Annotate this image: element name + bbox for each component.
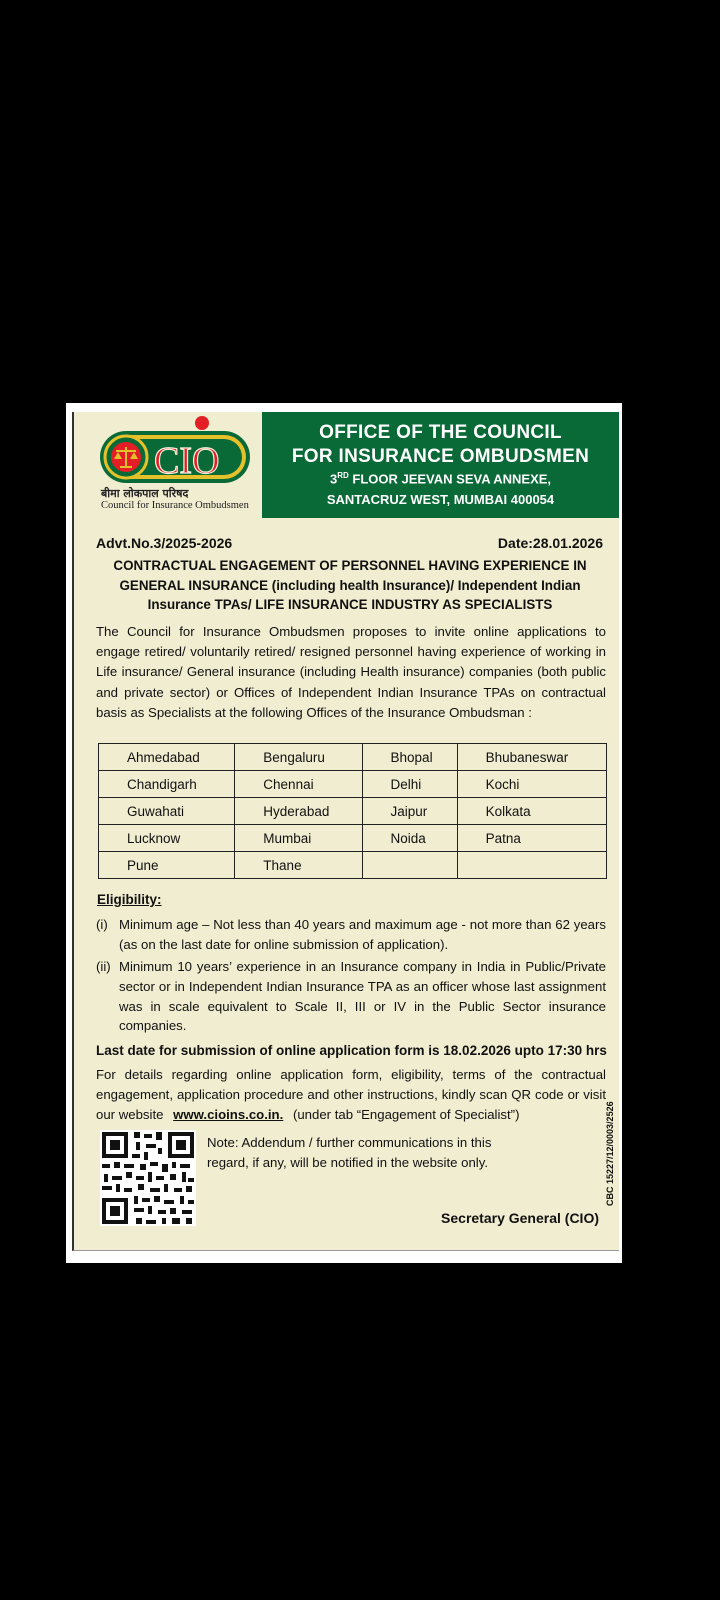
office-cell: Bengaluru	[235, 744, 362, 771]
details-suffix: (under tab “Engagement of Specialist”)	[292, 1106, 520, 1122]
details-text: For details regarding online application form, eligibility, terms of the contractual engagement, application procedure and other instructions, kindly scan QR code or visit our website	[96, 1067, 606, 1122]
intro-paragraph: The Council for Insurance Ombudsmen proposes to invite online applications to engage retired/ voluntarily retired/ resigned personnel having experience of working in Life insurance/ General insurance (including Health insurance) companies (both public and private sector) or Offices of Independent Indian Insurance TPAs on contractual basis as Specialists at the following Offices of the Insurance Ombudsman :	[96, 624, 606, 720]
office-cell: Kolkata	[457, 798, 606, 825]
office-cell: Mumbai	[235, 825, 362, 852]
item-text: Minimum 10 years’ experience in an Insurance company in India in Public/Private sector or in Independent Indian Insurance TPA as an officer whose last assignment was in scale equivalent to Scale II, III or IV in the Public Sector insurance companies.	[119, 959, 606, 1034]
qr-code-icon	[100, 1130, 196, 1226]
qr-code[interactable]	[100, 1130, 196, 1226]
signatory: Secretary General (CIO)	[441, 1210, 599, 1226]
office-cell: Kochi	[457, 771, 606, 798]
item-text: Minimum age – Not less than 40 years and maximum age - not more than 62 years (as on the last date for online submission of application).	[119, 917, 606, 952]
floor-superscript: RD	[337, 471, 349, 480]
office-cell: Lucknow	[99, 825, 235, 852]
office-cell	[362, 852, 457, 879]
office-cell: Thane	[235, 852, 362, 879]
header-address-1	[262, 471, 619, 486]
office-cell: Guwahati	[99, 798, 235, 825]
office-header	[262, 412, 619, 518]
header-address-2: SANTACRUZ WEST, MUMBAI 400054	[326, 492, 555, 507]
header-line-1: OFFICE OF THE COUNCIL	[319, 422, 562, 443]
notice-paper	[72, 412, 619, 1251]
details-paragraph	[96, 1065, 606, 1124]
website-link[interactable]: www.cioins.co.in.	[173, 1106, 284, 1122]
office-cell: Jaipur	[362, 798, 457, 825]
table-row	[99, 771, 607, 798]
table-row	[99, 852, 607, 879]
office-cell	[457, 852, 606, 879]
table-row	[99, 744, 607, 771]
office-cell: Bhopal	[362, 744, 457, 771]
header-line-2: FOR INSURANCE OMBUDSMEN	[291, 446, 590, 467]
advt-date: Date:28.01.2026	[497, 535, 603, 551]
item-number: (ii)	[96, 959, 111, 974]
cbc-code: CBC 15227/12/0003/2526	[605, 1101, 615, 1206]
office-cell: Noida	[362, 825, 457, 852]
logo-mark: CIO	[154, 440, 220, 482]
cio-logo	[74, 412, 260, 517]
office-cell: Chennai	[235, 771, 362, 798]
office-cell: Delhi	[362, 771, 457, 798]
logo-hindi: बीमा लोकपाल परिषद	[101, 487, 189, 500]
eligibility-item	[96, 957, 606, 1036]
table-row	[99, 825, 607, 852]
advertisement	[66, 403, 622, 1263]
item-number: (i)	[96, 917, 108, 932]
office-cell: Bhubaneswar	[457, 744, 606, 771]
addendum-note: Note: Addendum / further communications in this regard, if any, will be notified in the website only.	[207, 1135, 492, 1170]
office-cell: Patna	[457, 825, 606, 852]
notice-title: CONTRACTUAL ENGAGEMENT OF PERSONNEL HAVING EXPERIENCE IN GENERAL INSURANCE (including health Insurance)/ Independent Indian Insurance TPAs/ LIFE INSURANCE INDUSTRY AS SPECIALISTS	[113, 558, 587, 612]
advt-number: Advt.No.3/2025-2026	[96, 535, 233, 551]
eligibility-heading: Eligibility:	[97, 892, 162, 907]
floor-number: 3	[329, 471, 338, 487]
floor-rest: FLOOR JEEVAN SEVA ANNEXE,	[348, 471, 552, 487]
logo-english: Council for Insurance Ombudsmen	[101, 500, 249, 511]
office-cell: Pune	[99, 852, 235, 879]
cio-emblem-icon	[74, 412, 260, 486]
table-row	[99, 798, 607, 825]
last-date: Last date for submission of online application form is 18.02.2026 upto 17:30 hrs	[96, 1043, 607, 1058]
office-cell: Hyderabad	[235, 798, 362, 825]
office-cell: Chandigarh	[99, 771, 235, 798]
eligibility-item	[96, 915, 606, 955]
office-cell: Ahmedabad	[99, 744, 235, 771]
offices-table	[98, 743, 607, 879]
